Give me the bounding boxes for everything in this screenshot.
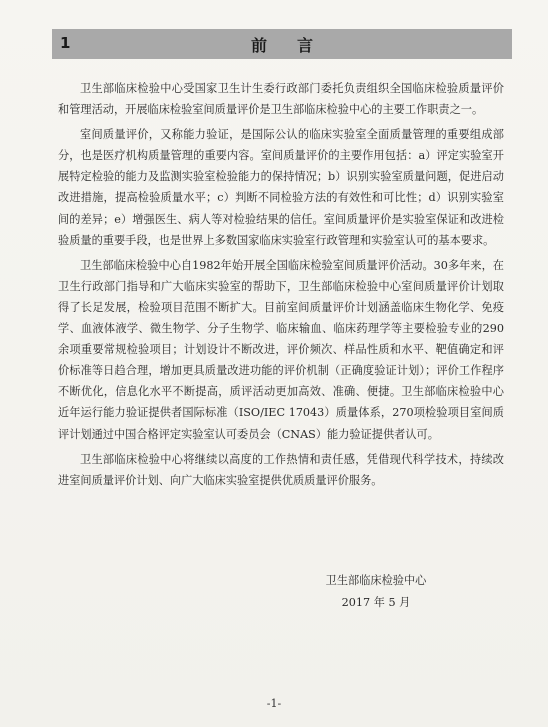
chapter-title: 前言 bbox=[250, 36, 343, 55]
signature-organization: 卫生部临床检验中心 bbox=[325, 574, 427, 587]
signature-date: 2017 年 5 月 bbox=[341, 596, 411, 609]
chapter-number: 1 bbox=[60, 34, 71, 52]
preface-body bbox=[58, 78, 504, 495]
chapter-header-bar bbox=[52, 29, 512, 59]
paragraph-2: 室间质量评价，又称能力验证，是国际公认的临床实验室全面质量管理的重要组成部分，也是医疗机构质量管理的重要内容。室间质量评价的主要作用包括：a）评定实验室开展特定检验的能力及监测实验室检验能力的保持情况；b）识别实验室质量问题，促进启动改进措施，提高检验质量水平；c）判断不同检验方法的有效性和可比性；d）识别实验室间的差异；e）增强医生、病人等对检验结果的信任。室间质量评价是实验室保证和改进检验质量的重要手段，也是世界上多数国家临床实验室行政管理和实验室认可的基本要求。 bbox=[58, 128, 504, 247]
paragraph-1: 卫生部临床检验中心受国家卫生计生委行政部门委托负责组织全国临床检验质量评价和管理活动，开展临床检验室间质量评价是卫生部临床检验中心的主要工作职责之一。 bbox=[58, 82, 504, 117]
signature-block bbox=[306, 570, 446, 614]
page-number: -1- bbox=[266, 697, 282, 710]
paragraph-3: 卫生部临床检验中心自1982年始开展全国临床检验室间质量评价活动。30多年来，在卫生行政部门指导和广大临床实验室的帮助下，卫生部临床检验中心室间质量评价计划取得了长足发展，检验项目范围不断扩大。目前室间质量评价计划涵盖临床生物化学、免疫学、血液体液学、微生物学、分子生物学、临床输血、临床药理学等主要检验专业的290余项重要常规检验项目；计划设计不断改进，评价频次、样品性质和水平、靶值确定和评价标准等日趋合理，增加更具质量改进功能的评价机制（正确度验证计划）；评价工作程序不断优化，信息化水平不断提高，质评活动更加高效、准确、便捷。卫生部临床检验中心近年运行能力验证提供者国际标准（ISO/IEC 17043）质量体系，270项检验项目室间质评计划通过中国合格评定实验室认可委员会（CNAS）能力验证提供者认可。 bbox=[58, 258, 504, 441]
paragraph-4: 卫生部临床检验中心将继续以高度的工作热情和责任感，凭借现代科学技术，持续改进室间质量评价计划、向广大临床实验室提供优质质量评价服务。 bbox=[58, 452, 504, 487]
